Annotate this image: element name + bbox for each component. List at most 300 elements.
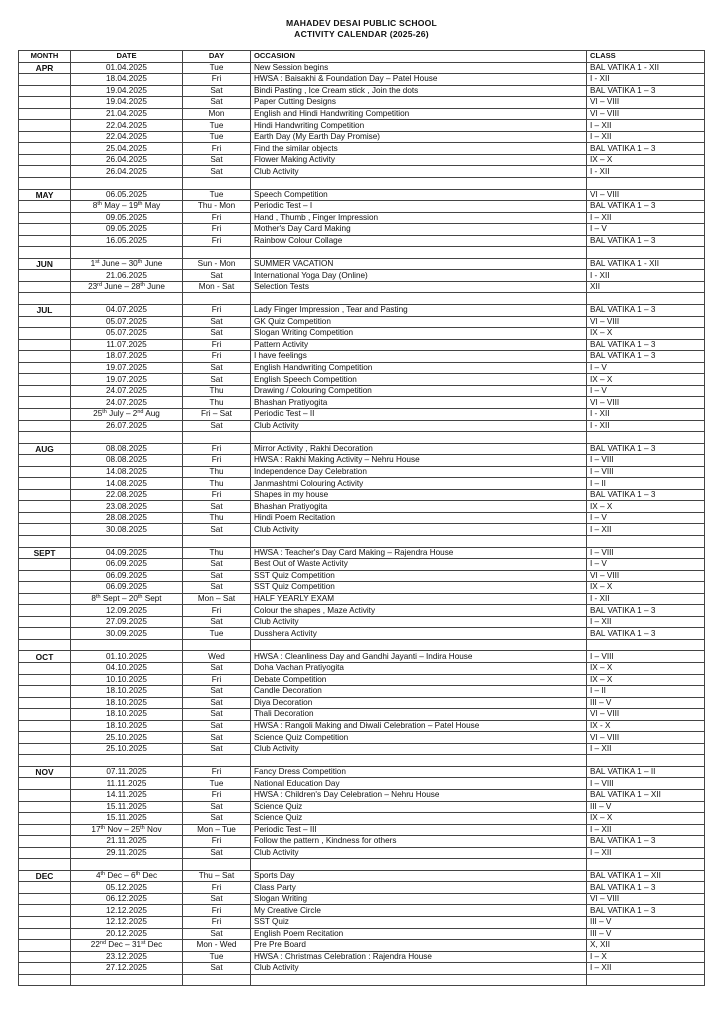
date-ordinal-suffix: th xyxy=(140,282,145,289)
month-cell xyxy=(19,74,71,86)
date-range-part: Sept xyxy=(142,593,162,603)
month-cell xyxy=(19,281,71,293)
day-cell: Tue xyxy=(183,628,251,640)
date-cell: 19.07.2025 xyxy=(71,362,183,374)
occasion-cell: Bhashan Pratiyogita xyxy=(251,501,587,513)
month-cell xyxy=(19,755,71,767)
month-cell: JUN xyxy=(19,258,71,270)
day-cell xyxy=(183,639,251,651)
occasion-cell: HWSA : Rangoli Making and Diwali Celebration – Patel House xyxy=(251,720,587,732)
table-row xyxy=(19,212,705,224)
date-cell xyxy=(71,824,183,836)
occasion-cell: Periodic Test – II xyxy=(251,408,587,420)
occasion-cell: Fancy Dress Competition xyxy=(251,766,587,778)
month-cell xyxy=(19,801,71,813)
day-cell: Mon - Wed xyxy=(183,940,251,952)
spacer-row xyxy=(19,859,705,871)
table-row xyxy=(19,362,705,374)
table-row xyxy=(19,501,705,513)
table-row xyxy=(19,374,705,386)
month-cell xyxy=(19,732,71,744)
day-cell: Sat xyxy=(183,328,251,340)
class-cell: BAL VATIKA 1 – 3 xyxy=(587,489,705,501)
date-ordinal-suffix: th xyxy=(137,593,143,600)
occasion-cell: Candle Decoration xyxy=(251,686,587,698)
occasion-cell: Earth Day (My Earth Day Promise) xyxy=(251,131,587,143)
occasion-cell: Lady Finger Impression , Tear and Pasting xyxy=(251,305,587,317)
class-cell xyxy=(587,974,705,986)
class-cell: VI – VIII xyxy=(587,97,705,109)
day-cell: Thu xyxy=(183,397,251,409)
occasion-cell: Hindi Handwriting Competition xyxy=(251,120,587,132)
occasion-cell: Pre Pre Board xyxy=(251,940,587,952)
date-cell: 12.09.2025 xyxy=(71,605,183,617)
table-row xyxy=(19,385,705,397)
table-row xyxy=(19,940,705,952)
date-range-part: Nov – 25 xyxy=(105,824,141,834)
day-cell: Thu – Sat xyxy=(183,870,251,882)
occasion-cell: SST Quiz xyxy=(251,917,587,929)
table-row xyxy=(19,235,705,247)
day-cell: Sat xyxy=(183,686,251,698)
month-cell xyxy=(19,928,71,940)
date-range-part: June – 28 xyxy=(102,282,141,292)
class-cell: VI – VIII xyxy=(587,570,705,582)
date-cell: 21.11.2025 xyxy=(71,836,183,848)
spacer-row xyxy=(19,432,705,444)
table-row xyxy=(19,882,705,894)
table-row xyxy=(19,720,705,732)
day-cell: Thu - Mon xyxy=(183,201,251,213)
occasion-cell: Thali Decoration xyxy=(251,709,587,721)
table-row xyxy=(19,201,705,213)
month-cell xyxy=(19,501,71,513)
class-cell: I - XII xyxy=(587,166,705,178)
date-cell: 06.12.2025 xyxy=(71,893,183,905)
day-cell: Fri xyxy=(183,882,251,894)
class-cell: BAL VATIKA 1 – 3 xyxy=(587,351,705,363)
class-cell: BAL VATIKA 1 – XII xyxy=(587,870,705,882)
month-cell xyxy=(19,108,71,120)
month-cell xyxy=(19,790,71,802)
class-cell: I – XII xyxy=(587,131,705,143)
month-cell xyxy=(19,455,71,467)
day-cell: Sat xyxy=(183,847,251,859)
class-cell xyxy=(587,755,705,767)
date-ordinal-suffix: st xyxy=(95,259,100,266)
day-cell: Tue xyxy=(183,120,251,132)
occasion-cell: Drawing / Colouring Competition xyxy=(251,385,587,397)
class-cell: III – V xyxy=(587,697,705,709)
month-cell xyxy=(19,674,71,686)
class-cell xyxy=(587,535,705,547)
table-row xyxy=(19,847,705,859)
date-cell: 22.04.2025 xyxy=(71,120,183,132)
day-cell: Fri – Sat xyxy=(183,408,251,420)
occasion-cell: Janmashtmi Colouring Activity xyxy=(251,478,587,490)
day-cell: Sat xyxy=(183,154,251,166)
date-ordinal-suffix: nd xyxy=(137,409,144,416)
day-cell: Sat xyxy=(183,616,251,628)
date-cell: 25.04.2025 xyxy=(71,143,183,155)
month-cell xyxy=(19,85,71,97)
date-ordinal-suffix: th xyxy=(100,871,106,878)
class-cell: I – XII xyxy=(587,120,705,132)
day-cell: Fri xyxy=(183,917,251,929)
class-cell: I – XII xyxy=(587,524,705,536)
month-cell xyxy=(19,686,71,698)
date-cell: 08.08.2025 xyxy=(71,443,183,455)
occasion-cell: English Speech Competition xyxy=(251,374,587,386)
date-cell: 25.10.2025 xyxy=(71,743,183,755)
activity-calendar-table xyxy=(18,50,705,986)
occasion-cell: Hand , Thumb , Finger Impression xyxy=(251,212,587,224)
month-cell xyxy=(19,535,71,547)
class-cell: BAL VATIKA 1 – 3 xyxy=(587,882,705,894)
month-cell xyxy=(19,743,71,755)
date-cell: 18.10.2025 xyxy=(71,686,183,698)
date-cell: 12.12.2025 xyxy=(71,905,183,917)
table-row xyxy=(19,928,705,940)
day-cell: Sat xyxy=(183,420,251,432)
day-cell: Tue xyxy=(183,778,251,790)
day-cell: Fri xyxy=(183,790,251,802)
occasion-cell xyxy=(251,293,587,305)
date-cell: 24.07.2025 xyxy=(71,397,183,409)
date-range-part: 8 xyxy=(92,201,98,211)
occasion-cell: SUMMER VACATION xyxy=(251,258,587,270)
date-cell: 22.08.2025 xyxy=(71,489,183,501)
header-month: MONTH xyxy=(19,51,71,63)
date-cell: 10.10.2025 xyxy=(71,674,183,686)
class-cell: I – XII xyxy=(587,847,705,859)
date-cell xyxy=(71,293,183,305)
date-cell: 06.05.2025 xyxy=(71,189,183,201)
month-cell xyxy=(19,582,71,594)
class-cell: VI – VIII xyxy=(587,316,705,328)
class-cell: I – V xyxy=(587,224,705,236)
date-range-part: 8 xyxy=(91,593,96,603)
table-row xyxy=(19,905,705,917)
month-cell xyxy=(19,408,71,420)
spacer-row xyxy=(19,247,705,259)
date-range-part: June – 30 xyxy=(99,259,138,269)
class-cell: BAL VATIKA 1 – 3 xyxy=(587,905,705,917)
day-cell: Fri xyxy=(183,674,251,686)
table-row xyxy=(19,258,705,270)
day-cell: Sat xyxy=(183,524,251,536)
occasion-cell xyxy=(251,432,587,444)
class-cell: BAL VATIKA 1 – 3 xyxy=(587,605,705,617)
table-row xyxy=(19,74,705,86)
date-cell xyxy=(71,178,183,190)
occasion-cell: Follow the pattern , Kindness for others xyxy=(251,836,587,848)
date-cell: 04.10.2025 xyxy=(71,662,183,674)
date-ordinal-suffix: th xyxy=(135,871,141,878)
day-cell: Sat xyxy=(183,501,251,513)
class-cell: I – XII xyxy=(587,212,705,224)
occasion-cell: HWSA : Christmas Celebration : Rajendra House xyxy=(251,951,587,963)
date-cell: 26.07.2025 xyxy=(71,420,183,432)
header-day: DAY xyxy=(183,51,251,63)
month-cell xyxy=(19,893,71,905)
table-row xyxy=(19,766,705,778)
occasion-cell: Club Activity xyxy=(251,166,587,178)
class-cell: I – VIII xyxy=(587,778,705,790)
occasion-cell: SST Quiz Competition xyxy=(251,582,587,594)
day-cell: Fri xyxy=(183,443,251,455)
date-cell: 05.12.2025 xyxy=(71,882,183,894)
date-cell xyxy=(71,201,183,213)
month-cell xyxy=(19,778,71,790)
date-cell xyxy=(71,247,183,259)
table-row xyxy=(19,559,705,571)
occasion-cell: Debate Competition xyxy=(251,674,587,686)
header-class: CLASS xyxy=(587,51,705,63)
date-ordinal-suffix: th xyxy=(102,409,107,416)
occasion-cell xyxy=(251,859,587,871)
date-cell xyxy=(71,432,183,444)
day-cell: Fri xyxy=(183,351,251,363)
occasion-cell: HWSA : Cleanliness Day and Gandhi Jayanti – Indira House xyxy=(251,651,587,663)
date-cell: 07.11.2025 xyxy=(71,766,183,778)
date-cell xyxy=(71,281,183,293)
date-ordinal-suffix: th xyxy=(140,824,145,831)
date-ordinal-suffix: th xyxy=(137,259,143,266)
school-name: MAHADEV DESAI PUBLIC SCHOOL xyxy=(285,18,438,28)
month-cell xyxy=(19,362,71,374)
month-cell xyxy=(19,512,71,524)
class-cell: I – V xyxy=(587,362,705,374)
day-cell: Sat xyxy=(183,743,251,755)
table-row xyxy=(19,870,705,882)
day-cell: Fri xyxy=(183,212,251,224)
month-cell xyxy=(19,201,71,213)
day-cell xyxy=(183,178,251,190)
day-cell: Sat xyxy=(183,813,251,825)
table-row xyxy=(19,824,705,836)
occasion-cell: Independence Day Celebration xyxy=(251,466,587,478)
month-cell xyxy=(19,420,71,432)
class-cell xyxy=(587,432,705,444)
month-cell xyxy=(19,940,71,952)
date-range-part: 22 xyxy=(90,940,100,950)
day-cell: Sat xyxy=(183,709,251,721)
calendar-title: ACTIVITY CALENDAR (2025-26) xyxy=(294,29,429,39)
date-range-part: 4 xyxy=(95,871,101,881)
date-range-part: 17 xyxy=(91,824,101,834)
day-cell: Mon xyxy=(183,108,251,120)
month-cell xyxy=(19,131,71,143)
class-cell xyxy=(587,639,705,651)
table-row xyxy=(19,570,705,582)
table-row xyxy=(19,582,705,594)
day-cell: Fri xyxy=(183,905,251,917)
month-cell: AUG xyxy=(19,443,71,455)
month-cell xyxy=(19,212,71,224)
table-row xyxy=(19,131,705,143)
table-row xyxy=(19,524,705,536)
day-cell: Mon – Tue xyxy=(183,824,251,836)
month-cell xyxy=(19,824,71,836)
date-cell xyxy=(71,408,183,420)
month-cell: SEPT xyxy=(19,547,71,559)
table-row xyxy=(19,963,705,975)
day-cell: Sat xyxy=(183,963,251,975)
month-cell xyxy=(19,316,71,328)
date-cell xyxy=(71,974,183,986)
class-cell: I – XII xyxy=(587,743,705,755)
month-cell xyxy=(19,374,71,386)
date-cell xyxy=(71,639,183,651)
day-cell: Sat xyxy=(183,270,251,282)
month-cell xyxy=(19,917,71,929)
month-cell xyxy=(19,270,71,282)
class-cell: BAL VATIKA 1 – 3 xyxy=(587,628,705,640)
occasion-cell: Science Quiz xyxy=(251,801,587,813)
day-cell: Fri xyxy=(183,74,251,86)
day-cell: Sat xyxy=(183,928,251,940)
date-range-part: 25 xyxy=(93,409,103,419)
date-cell xyxy=(71,859,183,871)
month-cell xyxy=(19,178,71,190)
month-cell xyxy=(19,593,71,605)
date-cell: 05.07.2025 xyxy=(71,328,183,340)
day-cell xyxy=(183,247,251,259)
day-cell: Thu xyxy=(183,385,251,397)
date-cell: 18.10.2025 xyxy=(71,709,183,721)
occasion-cell: New Session begins xyxy=(251,62,587,74)
table-row xyxy=(19,813,705,825)
class-cell: VI – VIII xyxy=(587,893,705,905)
class-cell: I – VIII xyxy=(587,455,705,467)
month-cell: APR xyxy=(19,62,71,74)
occasion-cell: Club Activity xyxy=(251,420,587,432)
table-row xyxy=(19,628,705,640)
table-row xyxy=(19,743,705,755)
occasion-cell: English and Hindi Handwriting Competition xyxy=(251,108,587,120)
month-cell xyxy=(19,224,71,236)
day-cell: Sat xyxy=(183,893,251,905)
date-cell: 30.09.2025 xyxy=(71,628,183,640)
occasion-cell: Flower Making Activity xyxy=(251,154,587,166)
day-cell: Sat xyxy=(183,85,251,97)
occasion-cell: Bhashan Pratiyogita xyxy=(251,397,587,409)
date-cell: 27.09.2025 xyxy=(71,616,183,628)
day-cell: Wed xyxy=(183,651,251,663)
month-cell xyxy=(19,628,71,640)
month-cell xyxy=(19,905,71,917)
class-cell: BAL VATIKA 1 – 3 xyxy=(587,339,705,351)
class-cell: BAL VATIKA 1 - XII xyxy=(587,258,705,270)
spacer-row xyxy=(19,535,705,547)
class-cell xyxy=(587,293,705,305)
occasion-cell: Find the similar objects xyxy=(251,143,587,155)
date-cell: 20.12.2025 xyxy=(71,928,183,940)
header-date: DATE xyxy=(71,51,183,63)
date-cell: 23.12.2025 xyxy=(71,951,183,963)
date-cell: 12.12.2025 xyxy=(71,917,183,929)
date-cell: 23.08.2025 xyxy=(71,501,183,513)
date-cell xyxy=(71,755,183,767)
date-cell: 29.11.2025 xyxy=(71,847,183,859)
occasion-cell: I have feelings xyxy=(251,351,587,363)
day-cell: Sat xyxy=(183,801,251,813)
date-cell: 19.07.2025 xyxy=(71,374,183,386)
table-row xyxy=(19,801,705,813)
table-row xyxy=(19,108,705,120)
table-row xyxy=(19,547,705,559)
class-cell: VI – VIII xyxy=(587,397,705,409)
date-range-part: 1 xyxy=(90,259,96,269)
class-cell: VI – VIII xyxy=(587,108,705,120)
table-row xyxy=(19,512,705,524)
day-cell xyxy=(183,535,251,547)
day-cell xyxy=(183,293,251,305)
day-cell: Sat xyxy=(183,374,251,386)
month-cell xyxy=(19,97,71,109)
occasion-cell: Mirror Activity , Rakhi Decoration xyxy=(251,443,587,455)
class-cell: I – VIII xyxy=(587,547,705,559)
month-cell xyxy=(19,709,71,721)
date-cell: 18.07.2025 xyxy=(71,351,183,363)
month-cell xyxy=(19,616,71,628)
occasion-cell: Club Activity xyxy=(251,847,587,859)
table-row xyxy=(19,316,705,328)
table-row xyxy=(19,224,705,236)
day-cell: Tue xyxy=(183,189,251,201)
class-cell: I - XII xyxy=(587,74,705,86)
class-cell: I – V xyxy=(587,559,705,571)
occasion-cell: Colour the shapes , Maze Activity xyxy=(251,605,587,617)
date-cell: 11.07.2025 xyxy=(71,339,183,351)
day-cell xyxy=(183,755,251,767)
day-cell: Fri xyxy=(183,605,251,617)
occasion-cell: Sports Day xyxy=(251,870,587,882)
date-cell: 15.11.2025 xyxy=(71,813,183,825)
class-cell: BAL VATIKA 1 – 3 xyxy=(587,305,705,317)
occasion-cell: Bindi Pasting , Ice Cream stick , Join the dots xyxy=(251,85,587,97)
day-cell: Fri xyxy=(183,143,251,155)
class-cell: IX – X xyxy=(587,328,705,340)
date-cell: 26.04.2025 xyxy=(71,154,183,166)
date-range-part: Aug xyxy=(143,409,160,419)
table-header-row xyxy=(19,51,705,63)
class-cell: IX - X xyxy=(587,720,705,732)
table-row xyxy=(19,270,705,282)
month-cell xyxy=(19,963,71,975)
class-cell: I – V xyxy=(587,512,705,524)
month-cell xyxy=(19,143,71,155)
occasion-cell: English Poem Recitation xyxy=(251,928,587,940)
class-cell: III – V xyxy=(587,928,705,940)
table-row xyxy=(19,697,705,709)
month-cell xyxy=(19,339,71,351)
class-cell: IX – X xyxy=(587,813,705,825)
date-cell: 18.10.2025 xyxy=(71,697,183,709)
occasion-cell: Club Activity xyxy=(251,963,587,975)
table-row xyxy=(19,328,705,340)
occasion-cell: Diya Decoration xyxy=(251,697,587,709)
class-cell: VI – VIII xyxy=(587,189,705,201)
class-cell xyxy=(587,178,705,190)
table-row xyxy=(19,339,705,351)
class-cell: I – XII xyxy=(587,824,705,836)
occasion-cell: GK Quiz Competition xyxy=(251,316,587,328)
table-row xyxy=(19,351,705,363)
month-cell xyxy=(19,859,71,871)
day-cell: Sat xyxy=(183,559,251,571)
